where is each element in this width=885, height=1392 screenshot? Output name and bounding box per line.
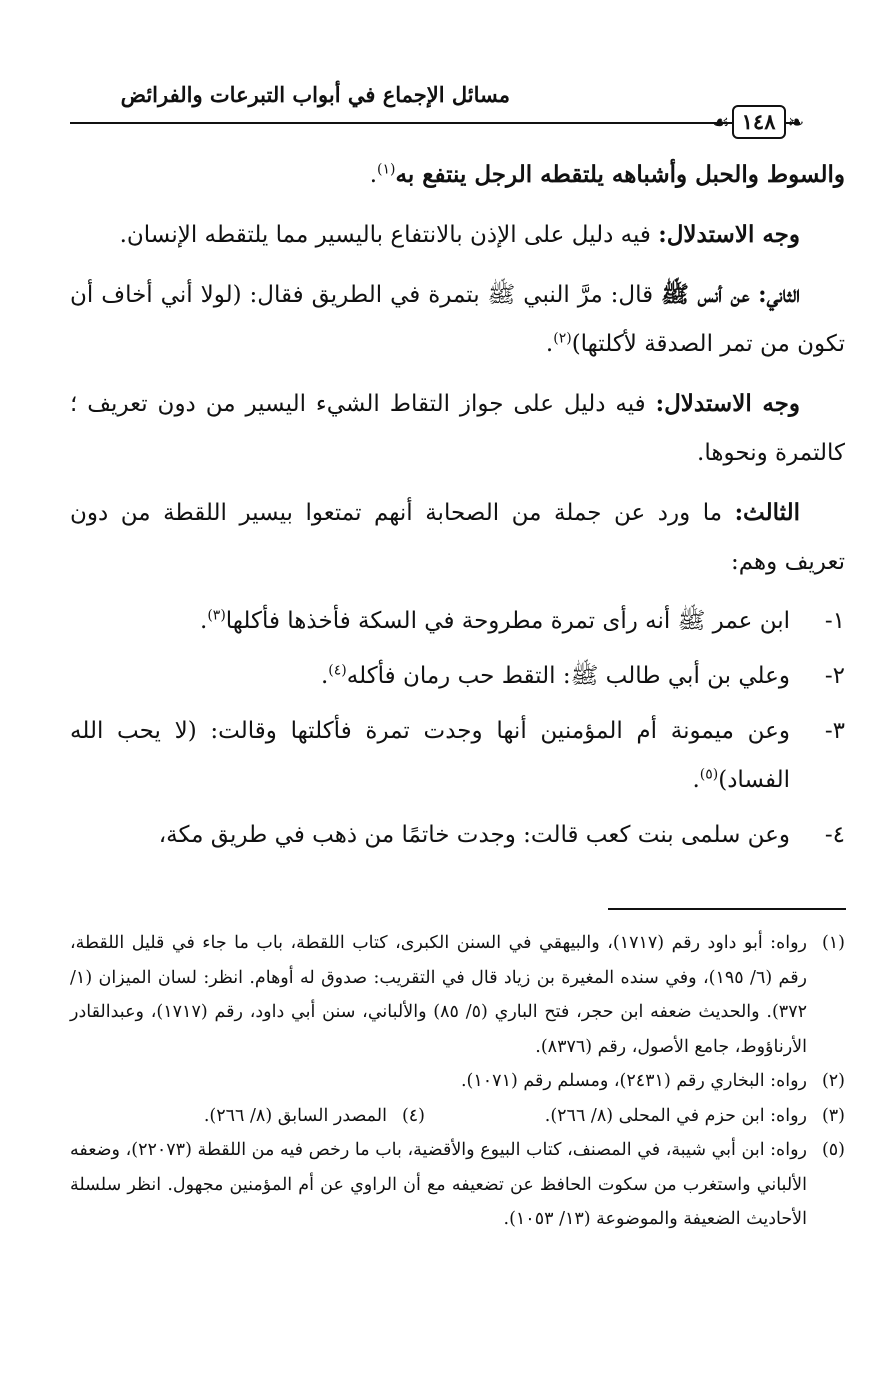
footnote-text: المصدر السابق (٨/ ٢٦٦). [203, 1105, 387, 1126]
paragraph-5: الثالث: ما ورد عن جملة من الصحابة أنهم تمتعوا بيسير اللقطة من دون تعريف وهم: [70, 499, 845, 575]
footnote-separator [608, 908, 846, 910]
header-rule [70, 122, 800, 124]
footnote-text: رواه: البخاري رقم (٢٤٣١)، ومسلم رقم (١٠٧١). [460, 1071, 807, 1091]
footnote-text: رواه: ابن حزم في المحلى (٨/ ٢٦٦). [544, 1105, 807, 1126]
footnote-number: (٤) [401, 1105, 425, 1126]
footnote-5 [70, 1133, 845, 1237]
footnote-number: (١) [821, 933, 845, 953]
ornament-left-icon: ☙ [711, 110, 730, 134]
paragraph-2: وجه الاستدلال: فيه دليل على الإذن بالانتفاع باليسير مما يلتقطه الإنسان. [119, 221, 800, 248]
list-item: ٤- وعن سلمى بنت كعب قالت: وجدت خاتمًا من ذهب في طريق مكة، [70, 811, 845, 860]
paragraph-1: والسوط والحبل وأشباهه يلتقطه الرجل ينتفع به$^{(١)}$. [369, 161, 845, 188]
paragraph-label: الثاني: عن أنس ﷺ [661, 281, 800, 308]
paragraph-label: وجه الاستدلال: [658, 221, 800, 248]
ornament-right-icon: ❧ [787, 110, 805, 134]
paragraph-4: وجه الاستدلال: فيه دليل على جواز التقاط الشيء اليسير من دون تعريف ؛ كالتمرة ونحوها. [70, 390, 845, 466]
footnote-number: (٣) [821, 1105, 845, 1126]
page-number: ١٤٨ [732, 105, 786, 139]
footnote-2 [70, 1064, 845, 1099]
footnote-ref: (٣) [207, 607, 226, 624]
list-number: ٢- [824, 663, 845, 689]
list-number: ١- [824, 608, 845, 634]
footnote-ref: (٤) [328, 662, 347, 679]
main-text [70, 150, 845, 866]
paragraph-label: الثالث: [734, 499, 800, 526]
list-item: ١- ابن عمر ﷺ أنه رأى تمرة مطروحة في السكة فأخذها فأكلها$^{(٣)}$. [70, 597, 845, 646]
footnote-number: (٥) [821, 1140, 845, 1160]
list-number: ٤- [824, 822, 845, 848]
footnote-1 [70, 926, 845, 1064]
list-item: ٣- وعن ميمونة أم المؤمنين أنها وجدت تمرة فأكلتها وقالت: (لا يحب الله الفساد)$^{(٥)}$. [70, 707, 845, 805]
footnote-ref: (٥) [699, 766, 719, 783]
running-title: مسائل الإجماع في أبواب التبرعات والفرائض [120, 82, 510, 107]
footnote-ref: (١) [377, 161, 396, 178]
footnote-number: (٢) [821, 1071, 845, 1091]
footnote-3 [425, 1099, 845, 1134]
list-number: ٣- [824, 718, 845, 744]
paragraph-3: الثاني: عن أنس ﷺ قال: مرَّ النبي ﷺ بتمرة في الطريق فقال: (لولا أني أخاف أن تكون من تمر الصدقة لأكلتها)$^{(٢)}$. [70, 281, 845, 357]
footnote-row-3-4 [70, 1099, 845, 1134]
list-item: ٢- وعلي بن أبي طالب ﷺ: التقط حب رمان فأكله$^{(٤)}$. [70, 652, 845, 701]
footnotes [70, 926, 845, 1237]
footnote-4 [204, 1099, 425, 1134]
footnote-text: رواه: أبو داود رقم (١٧١٧)، والبيهقي في السنن الكبرى، كتاب اللقطة، باب ما جاء في قليل اللقطة، رقم (٦/ ١٩٥)، وفي سنده المغيرة بن زياد قال في التقريب: صدوق له أوهام. انظر: لسان الميزان (١/ ٣٧٢). والحديث ضعفه ابن حجر، فتح الباري (٥/ ٨٥) والألباني، سنن أبي داود، رقم (١٧١٧)، وعبدالقادر الأرناؤوط، جامع الأصول، رقم (٨٣٧٦). [70, 933, 808, 1057]
page-number-badge [706, 103, 810, 141]
footnote-text: رواه: ابن أبي شيبة، في المصنف، كتاب البيوع والأقضية، باب ما رخص فيه من اللقطة (٢٢٠٧٣)، وضعفه الألباني واستغرب من سكوت الحافظ عن تضعيفه مع أن الراوي عن أم المؤمنين مجهول. انظر سلسلة الأحاديث الضعيفة والموضوعة (١٣/ ١٠٥٣). [70, 1140, 807, 1229]
footnote-ref: (٢) [553, 330, 572, 347]
paragraph-label: وجه الاستدلال: [655, 390, 800, 417]
